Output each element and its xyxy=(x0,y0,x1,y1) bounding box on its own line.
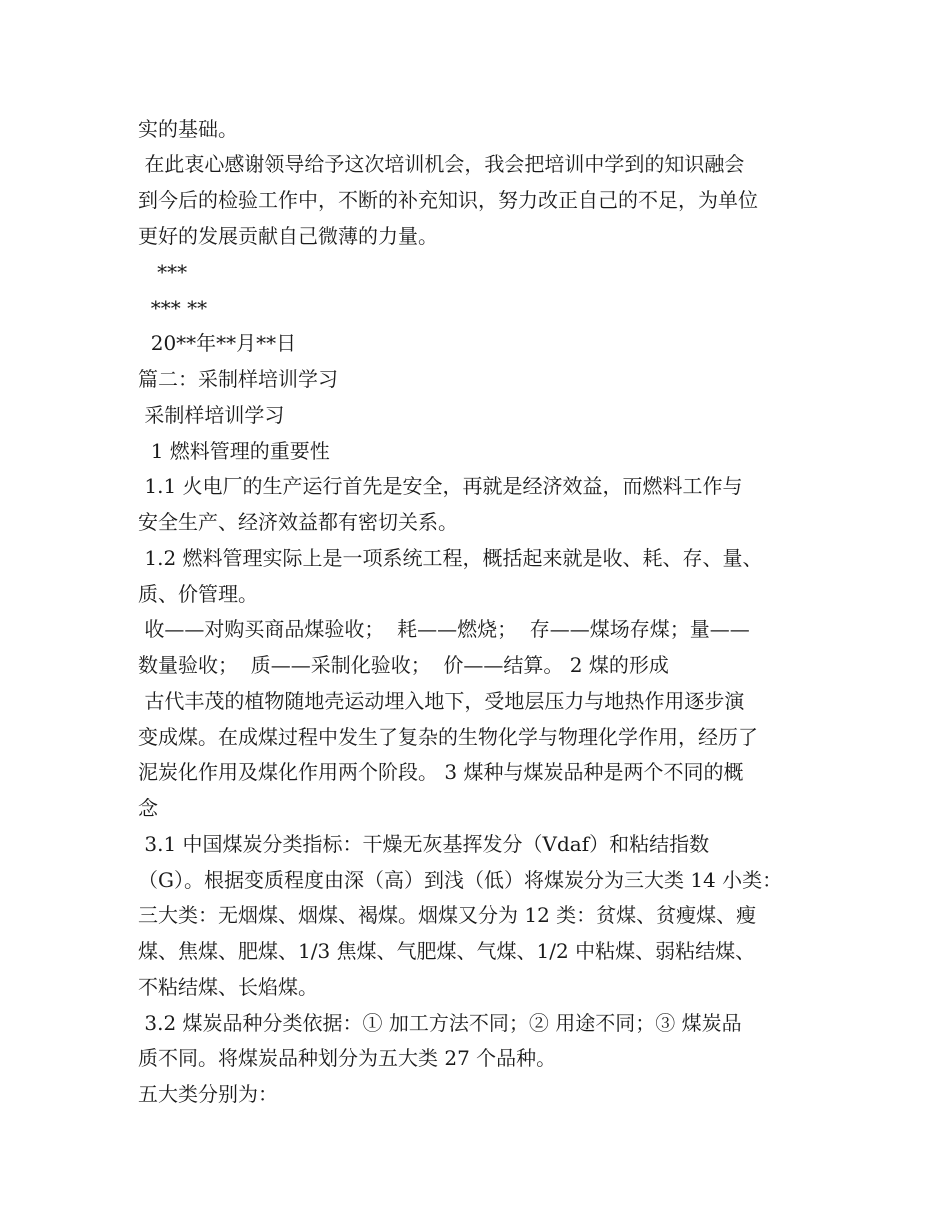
text-line: 1.1 火电厂的生产运行首先是安全，再就是经济效益，而燃料工作与 xyxy=(138,474,743,498)
text-line: 五大类分别为： xyxy=(138,1082,278,1106)
text-line: 不粘结煤、长焰煤。 xyxy=(138,975,318,999)
text-line: 质不同。将煤炭品种划分为五大类 27 个品种。 xyxy=(138,1046,557,1070)
text-line: 泥炭化作用及煤化作用两个阶段。 3 煤种与煤炭品种是两个不同的概 xyxy=(138,760,744,784)
text-line: 1.2 燃料管理实际上是一项系统工程，概括起来就是收、耗、存、量、 xyxy=(138,546,763,570)
text-line: 三大类：无烟煤、烟煤、褐煤。烟煤又分为 12 类：贫煤、贫瘦煤、瘦 xyxy=(138,903,757,927)
text-line: （G）。根据变质程度由深（高）到浅（低）将煤炭分为三大类 14 小类： xyxy=(138,868,783,892)
text-line: 古代丰茂的植物随地壳运动埋入地下，受地层压力与地热作用逐步演 xyxy=(138,689,745,713)
text-line: 实的基础。 xyxy=(138,117,238,141)
subsection-heading: 1 燃料管理的重要性 xyxy=(138,439,330,463)
text-line: 安全生产、经济效益都有密切关系。 xyxy=(138,510,458,534)
section-heading: 篇二：采制样培训学习 xyxy=(138,367,338,391)
text-line: 到今后的检验工作中，不断的补充知识，努力改正自己的不足，为单位 xyxy=(138,188,758,212)
signature-placeholder: *** xyxy=(138,260,188,284)
signature-placeholder: *** ** xyxy=(138,296,208,320)
text-line: 质、价管理。 xyxy=(138,582,258,606)
text-line: 收——对购买商品煤验收； 耗——燃烧； 存——煤场存煤；量—— xyxy=(138,617,750,641)
text-line: 变成煤。在成煤过程中发生了复杂的生物化学与物理化学作用，经历了 xyxy=(138,725,758,749)
text-line: 3.2 煤炭品种分类依据：① 加工方法不同；② 用途不同；③ 煤炭品 xyxy=(138,1011,742,1035)
section-title: 采制样培训学习 xyxy=(138,403,285,427)
text-line: 念 xyxy=(138,796,158,820)
text-line: 在此衷心感谢领导给予这次培训机会，我会把培训中学到的知识融会 xyxy=(138,152,745,176)
text-line: 煤、焦煤、肥煤、1/3 焦煤、气肥煤、气煤、1/2 中粘煤、弱粘结煤、 xyxy=(138,939,756,963)
text-line: 数量验收； 质——采制化验收； 价——结算。 2 煤的形成 xyxy=(138,653,669,677)
date-line: 20**年**月**日 xyxy=(138,331,297,355)
text-line: 更好的发展贡献自己微薄的力量。 xyxy=(138,224,438,248)
text-line: 3.1 中国煤炭分类指标：干燥无灰基挥发分（Vdaf）和粘结指数 xyxy=(138,832,710,856)
